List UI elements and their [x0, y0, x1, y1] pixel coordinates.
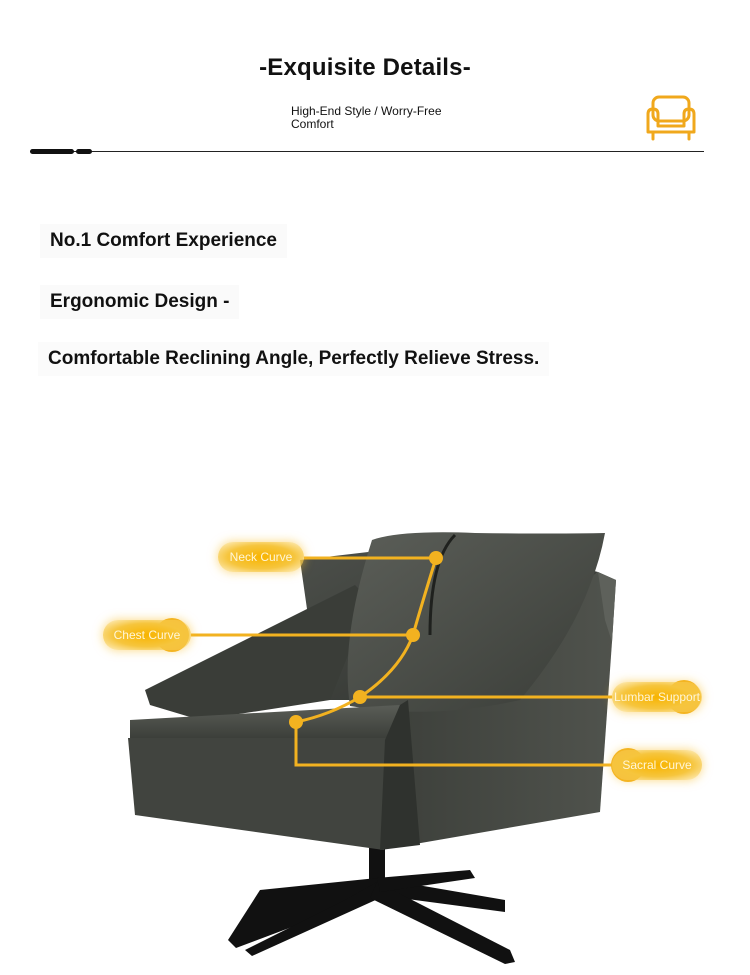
divider-accent [30, 149, 74, 154]
callout-chest-curve: Chest Curve [103, 620, 191, 650]
feature-ergonomic: Ergonomic Design - [40, 285, 239, 319]
armchair-image [0, 470, 750, 975]
callout-sacral-curve: Sacral Curve [612, 750, 702, 780]
page-title: -Exquisite Details- [259, 54, 471, 81]
callout-lumbar-support: Lumbar Support [612, 682, 702, 712]
divider [30, 151, 704, 152]
callout-neck-curve: Neck Curve [218, 542, 304, 572]
feature-comfort: No.1 Comfort Experience [40, 224, 287, 258]
feature-recline: Comfortable Reclining Angle, Perfectly Relieve Stress. [38, 342, 549, 376]
page-subtitle: High-End Style / Worry-Free Comfort [291, 104, 442, 131]
sofa-icon [644, 94, 698, 142]
divider-accent-small [76, 149, 92, 154]
